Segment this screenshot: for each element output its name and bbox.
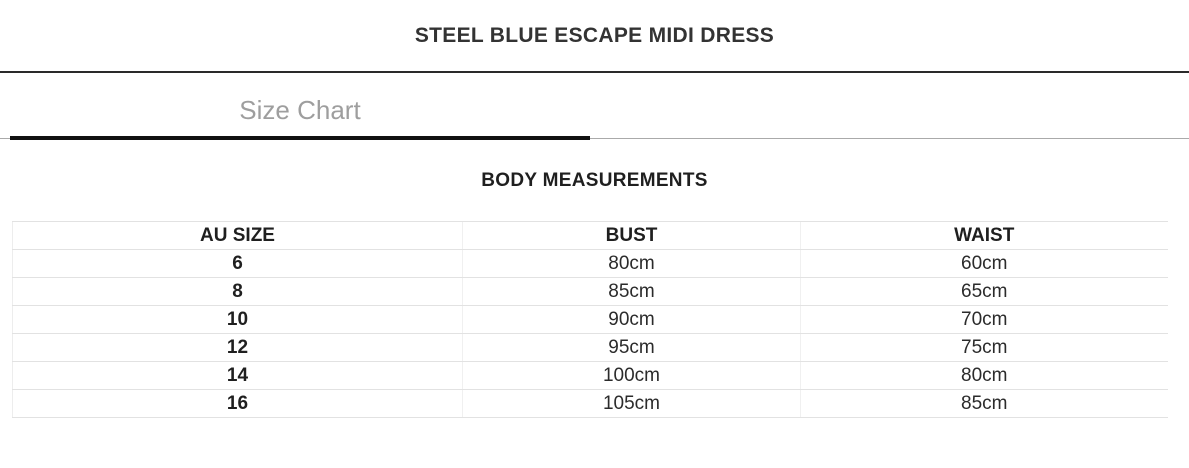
waist-cell: 65cm xyxy=(801,278,1168,306)
table-row xyxy=(13,362,1168,390)
size-cell: 14 xyxy=(13,362,463,390)
waist-cell: 80cm xyxy=(801,362,1168,390)
bust-cell: 95cm xyxy=(463,334,801,362)
size-cell: 6 xyxy=(13,250,463,278)
bust-cell: 100cm xyxy=(463,362,801,390)
tab-size-chart[interactable]: Size Chart xyxy=(239,95,361,125)
size-cell: 10 xyxy=(13,306,463,334)
table-row xyxy=(13,250,1168,278)
waist-cell: 60cm xyxy=(801,250,1168,278)
table-row xyxy=(13,306,1168,334)
table-header-row xyxy=(13,222,1168,250)
bust-cell: 105cm xyxy=(463,390,801,418)
active-tab-indicator xyxy=(10,136,590,140)
bust-cell: 85cm xyxy=(463,278,801,306)
waist-cell: 75cm xyxy=(801,334,1168,362)
section-heading: BODY MEASUREMENTS xyxy=(481,169,708,191)
table-row xyxy=(13,390,1168,418)
size-cell: 12 xyxy=(13,334,463,362)
bust-cell: 80cm xyxy=(463,250,801,278)
table-row xyxy=(13,334,1168,362)
column-header-waist: WAIST xyxy=(801,222,1168,250)
tab-bar xyxy=(0,73,1189,140)
bust-cell: 90cm xyxy=(463,306,801,334)
size-cell: 8 xyxy=(13,278,463,306)
section-heading-wrap xyxy=(0,140,1189,221)
column-header-bust: BUST xyxy=(463,222,801,250)
body-measurements-table xyxy=(12,221,1168,418)
table-row xyxy=(13,278,1168,306)
size-cell: 16 xyxy=(13,390,463,418)
waist-cell: 70cm xyxy=(801,306,1168,334)
waist-cell: 85cm xyxy=(801,390,1168,418)
product-header xyxy=(0,0,1189,73)
column-header-au-size: AU SIZE xyxy=(13,222,463,250)
page-title: STEEL BLUE ESCAPE MIDI DRESS xyxy=(414,23,775,47)
